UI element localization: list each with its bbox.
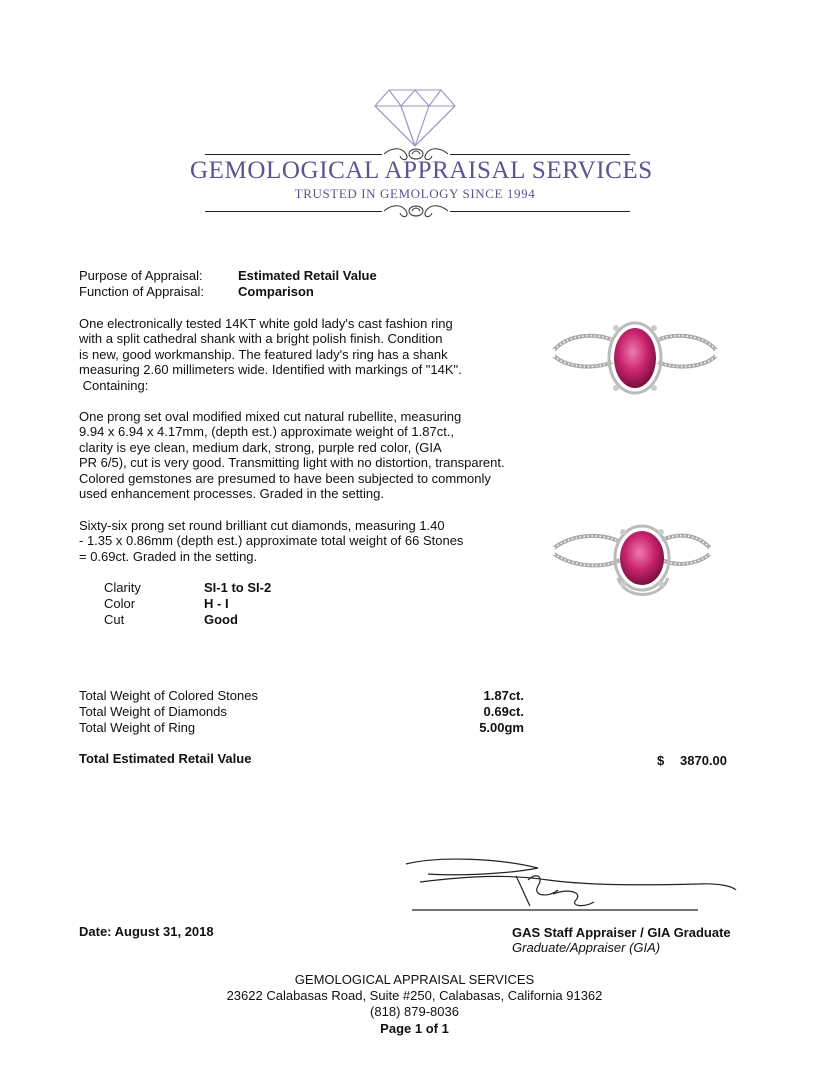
footer-company: GEMOLOGICAL APPRAISAL SERVICES bbox=[294, 972, 535, 987]
color-label: Color bbox=[104, 596, 136, 611]
diamonds-description bbox=[79, 518, 529, 564]
total-estimated-label: Total Estimated Retail Value bbox=[79, 751, 252, 766]
header-rule-bottom-right bbox=[450, 211, 630, 212]
total-diamonds-label: Total Weight of Diamonds bbox=[79, 704, 227, 719]
header-rule-bottom-left bbox=[205, 211, 382, 212]
cut-value: Good bbox=[204, 612, 238, 627]
center-stone-description bbox=[79, 409, 539, 501]
description-line: with a split cathedral shank with a bright polish finish. Condition bbox=[79, 331, 443, 347]
ring-photo-front bbox=[550, 310, 720, 410]
center-stone-line: used enhancement processes. Graded in the setting. bbox=[79, 486, 384, 502]
currency-symbol: $ bbox=[657, 753, 665, 768]
ring-description bbox=[79, 316, 529, 393]
total-colored-stones-label: Total Weight of Colored Stones bbox=[79, 688, 258, 703]
total-estimated-value: 3870.00 bbox=[680, 753, 727, 768]
header-rule-top-left bbox=[205, 154, 382, 155]
appraiser-title: GAS Staff Appraiser / GIA Graduate bbox=[512, 925, 731, 940]
center-stone-line: clarity is eye clean, medium dark, strong, purple red color, (GIA bbox=[79, 439, 442, 455]
center-stone-line: Colored gemstones are presumed to have been subjected to commonly bbox=[79, 470, 491, 486]
ring-photo-angled bbox=[550, 518, 720, 608]
description-line: Containing: bbox=[79, 377, 149, 393]
cut-label: Cut bbox=[104, 612, 125, 627]
diamonds-line: - 1.35 x 0.86mm (depth est.) approximate total weight of 66 Stones bbox=[79, 533, 464, 549]
description-line: is new, good workmanship. The featured lady's ring has a shank bbox=[79, 346, 448, 362]
footer-page-number: Page 1 of 1 bbox=[380, 1021, 449, 1036]
header-rule-top-right bbox=[450, 154, 630, 155]
clarity-label: Clarity bbox=[104, 580, 141, 595]
company-title: GEMOLOGICAL APPRAISAL SERVICES bbox=[190, 157, 653, 184]
description-line: One electronically tested 14KT white gold lady's cast fashion ring bbox=[79, 316, 453, 331]
company-tagline: TRUSTED IN GEMOLOGY SINCE 1994 bbox=[294, 186, 536, 201]
diamonds-line: Sixty-six prong set round brilliant cut diamonds, measuring 1.40 bbox=[79, 518, 445, 533]
function-value: Comparison bbox=[238, 284, 314, 299]
diamonds-line: = 0.69ct. Graded in the setting. bbox=[79, 548, 258, 564]
center-stone-line: One prong set oval modified mixed cut natural rubellite, measuring bbox=[79, 409, 462, 424]
diamond-outline-icon bbox=[373, 88, 457, 148]
purpose-label: Purpose of Appraisal: bbox=[79, 268, 203, 283]
function-label: Function of Appraisal: bbox=[79, 284, 205, 299]
footer-address: 23622 Calabasas Road, Suite #250, Calabasas, California 91362 bbox=[226, 988, 603, 1003]
appraiser-signature bbox=[398, 850, 738, 918]
clarity-value: SI-1 to SI-2 bbox=[204, 580, 272, 595]
center-stone-line: PR 6/5), cut is very good. Transmitting light with no distortion, transparent. bbox=[79, 455, 505, 471]
total-colored-stones-value: 1.87ct. bbox=[483, 688, 524, 703]
total-diamonds-value: 0.69ct. bbox=[483, 704, 524, 719]
total-ring-value: 5.00gm bbox=[479, 720, 524, 735]
appraiser-subtitle: Graduate/Appraiser (GIA) bbox=[512, 940, 661, 955]
appraisal-date: Date: August 31, 2018 bbox=[79, 924, 214, 939]
description-line: measuring 2.60 millimeters wide. Identified with markings of "14K". bbox=[79, 362, 462, 378]
scroll-ornament-bottom bbox=[382, 202, 450, 220]
center-stone-line: 9.94 x 6.94 x 4.17mm, (depth est.) approximate weight of 1.87ct., bbox=[79, 424, 455, 440]
purpose-value: Estimated Retail Value bbox=[238, 268, 377, 283]
color-value: H - I bbox=[204, 596, 229, 611]
footer-phone: (818) 879-8036 bbox=[370, 1004, 459, 1019]
total-ring-label: Total Weight of Ring bbox=[79, 720, 196, 735]
